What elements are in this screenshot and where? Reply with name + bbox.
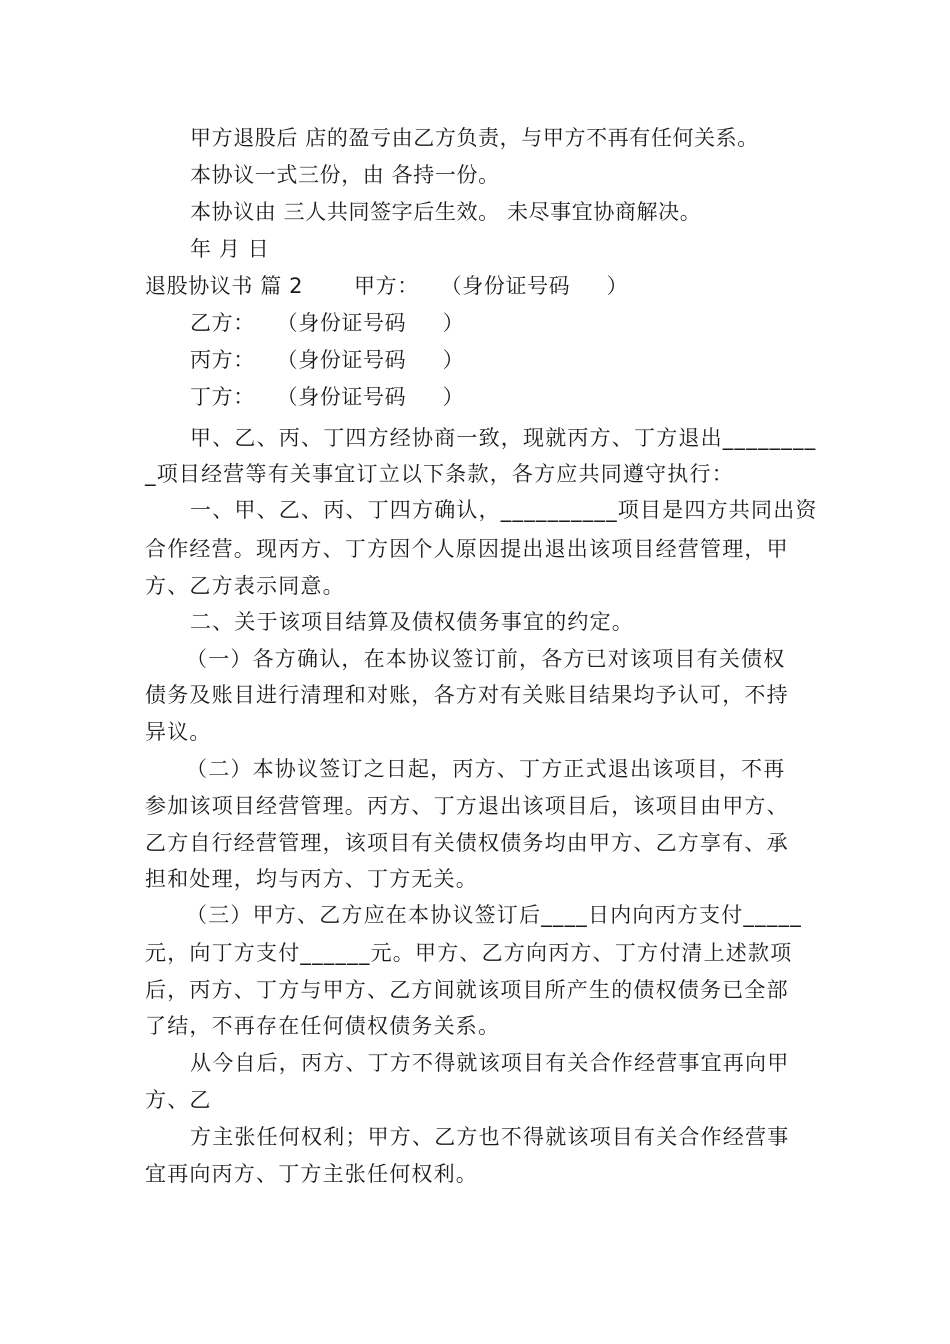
paragraph-line: 了结，不再存在任何债权债务关系。 — [145, 1014, 501, 1038]
paragraph-line: 合作经营。现丙方、丁方因个人原因提出退出该项目经营管理，甲 — [145, 537, 789, 561]
paragraph-line: 方、乙方表示同意。 — [145, 574, 345, 598]
paragraph-line: 本协议由 三人共同签字后生效。 未尽事宜协商解决。 — [190, 200, 702, 224]
paragraph-line: （二）本协议签订之日起，丙方、丁方正式退出该项目，不再 — [186, 757, 786, 781]
paragraph-line: 甲方退股后 店的盈亏由乙方负责，与甲方不再有任何关系。 — [190, 126, 759, 150]
paragraph-line: 元，向丁方支付______元。甲方、乙方向丙方、丁方付清上述款项 — [145, 941, 793, 965]
paragraph-line: 乙方自行经营管理，该项目有关债权债务均由甲方、乙方享有、承 — [145, 831, 789, 855]
paragraph-line: 一、甲、乙、丙、丁四方确认，__________项目是四方共同出资 — [190, 498, 818, 522]
paragraph-line: 本协议一式三份，由 各持一份。 — [190, 163, 500, 187]
paragraph-line: 异议。 — [145, 720, 212, 744]
paragraph-line: 二、关于该项目结算及债权债务事宜的约定。 — [190, 610, 634, 634]
paragraph-line: 方主张任何权利；甲方、乙方也不得就该项目有关合作经营事 — [190, 1125, 790, 1149]
paragraph-line: 宜再向丙方、丁方主张任何权利。 — [145, 1162, 478, 1186]
paragraph-line: （一）各方确认，在本协议签订前，各方已对该项目有关债权 — [186, 647, 786, 671]
paragraph-line: （三）甲方、乙方应在本协议签订后____日内向丙方支付_____ — [186, 903, 802, 927]
date-line: 年 月 日 — [190, 237, 270, 261]
paragraph-line: 担和处理，均与丙方、丁方无关。 — [145, 867, 478, 891]
section-heading: 退股协议书 篇 2 甲方： （身份证号码 ） — [145, 274, 629, 298]
party-line: 丙方： （身份证号码 ） — [190, 348, 465, 372]
paragraph-line: 后，丙方、丁方与甲方、乙方间就该项目所产生的债权债务已全部 — [145, 978, 789, 1002]
paragraph-line: 从今自后，丙方、丁方不得就该项目有关合作经营事宜再向甲 — [190, 1051, 790, 1075]
party-line: 乙方： （身份证号码 ） — [190, 311, 465, 335]
paragraph-line: 参加该项目经营管理。丙方、丁方退出该项目后，该项目由甲方、 — [145, 794, 789, 818]
paragraph-line: 甲、乙、丙、丁四方经协商一致，现就丙方、丁方退出________ — [190, 426, 817, 450]
party-line: 丁方： （身份证号码 ） — [190, 385, 465, 409]
paragraph-line: 方、乙 — [145, 1088, 212, 1112]
paragraph-line: 债务及账目进行清理和对账，各方对有关账目结果均予认可，不持 — [145, 683, 789, 707]
paragraph-line: _项目经营等有关事宜订立以下条款，各方应共同遵守执行： — [145, 462, 734, 486]
